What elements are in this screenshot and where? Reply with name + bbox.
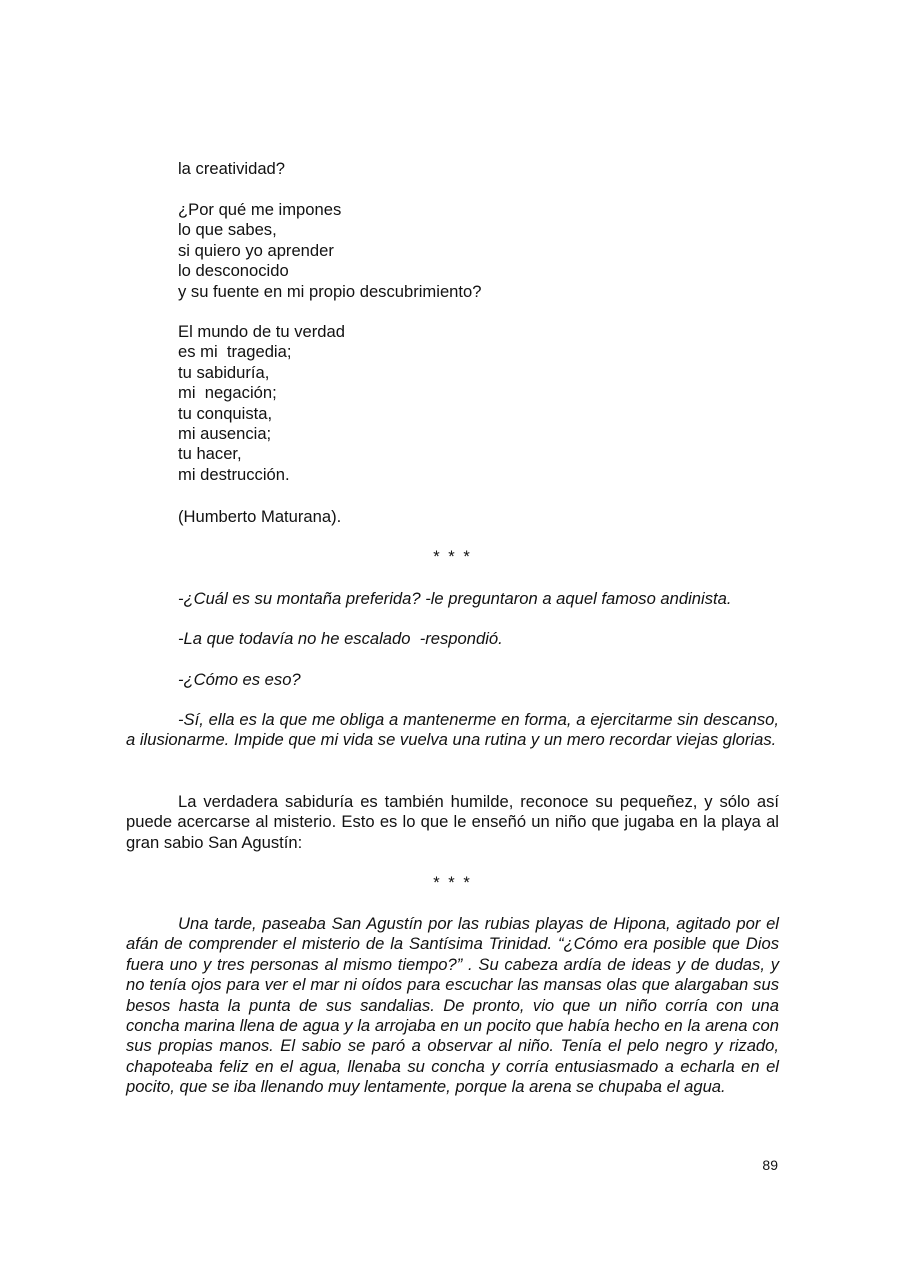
story-paragraph: Una tarde, paseaba San Agustín por las rubias playas de Hipona, agitado por el afán de comprender el misterio de la Santísima Trinidad. “¿Cómo era posible que Dios fuera uno y tres personas al mismo tiempo?” . Su cabeza ardía de ideas y de dudas, y no tenía ojos para ver el mar ni oídos para escuchar las mansas olas que alargaban sus besos hasta la punta de sus sandalias. De pronto, vio que un niño corría con una concha marina llena de agua y la arrojaba en un pocito que había hecho en la arena con sus propias manos. El sabio se paró a observar al niño. Tenía el pelo negro y rizado, chapoteaba feliz en el agua, llenaba su concha y corría entusiasmado a echarla en el pocito, que se iba llenando muy lentamente, porque la arena se chupaba el agua. [126, 914, 779, 1097]
poem-line: la creatividad? [178, 159, 286, 178]
poem-stanza-3 [178, 322, 345, 485]
poem-line: ¿Por qué me impones [178, 200, 342, 219]
poem-line: El mundo de tu verdad [178, 322, 345, 341]
poem-line: tu hacer, [178, 444, 242, 464]
page-number: 89 [762, 1157, 778, 1173]
poem-line: mi destrucción. [178, 464, 290, 484]
attribution-text: (Humberto Maturana). [178, 507, 342, 526]
poem-line: y su fuente en mi propio descubrimiento? [178, 281, 482, 301]
poem-line: lo desconocido [178, 261, 289, 281]
body-paragraph: La verdadera sabiduría es también humilde, reconoce su pequeñez, y sólo así puede acercarse al misterio. Esto es lo que le enseñó un niño que jugaba en la playa al gran sabio San Agustín: [126, 792, 779, 852]
poem-line: mi ausencia; [178, 424, 272, 444]
section-separator: * * * [433, 547, 472, 566]
dialogue-line-4: -Sí, ella es la que me obliga a mantenerme en forma, a ejercitarme sin descanso, a ilusionarme. Impide que mi vida se vuelva una rutina y un mero recordar viejas glorias. [126, 710, 779, 750]
poem-attribution [178, 507, 341, 527]
poem-line: mi negación; [178, 383, 277, 403]
dialogue-line-3: -¿Cómo es eso? [178, 670, 301, 689]
poem-line: tu conquista, [178, 403, 273, 423]
poem-line: es mi tragedia; [178, 342, 292, 362]
poem-line: tu sabiduría, [178, 362, 270, 382]
poem-line: lo que sabes, [178, 220, 277, 240]
poem-stanza-2 [178, 200, 481, 302]
dialogue-line-2: -La que todavía no he escalado -respondió. [178, 629, 503, 648]
poem-stanza-1 [178, 159, 285, 179]
dialogue-line-1: -¿Cuál es su montaña preferida? -le preguntaron a aquel famoso andinista. [178, 589, 732, 608]
poem-line: si quiero yo aprender [178, 240, 334, 260]
section-separator: * * * [433, 873, 472, 892]
